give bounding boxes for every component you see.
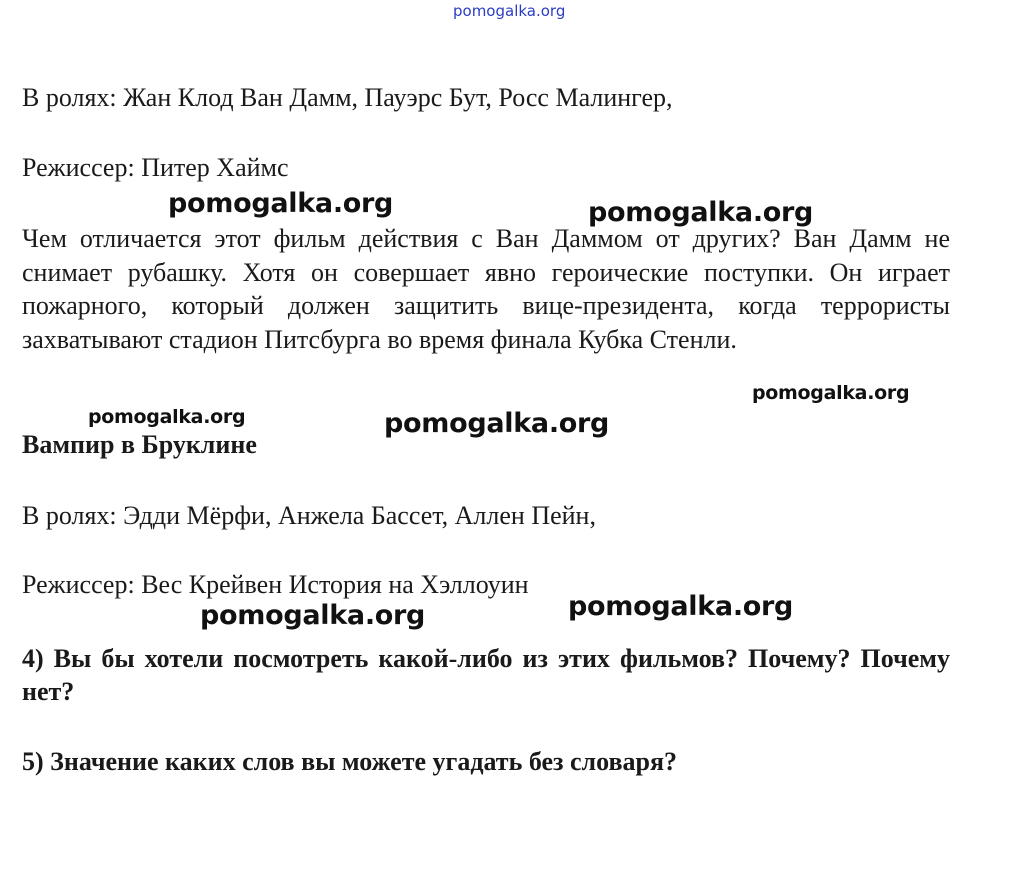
watermark: pomogalka.org xyxy=(168,188,394,219)
film1-description: Чем отличается этот фильм действия с Ван Даммом от других? Ван Дамм не снимает рубашку. Хотя он совершает явно героические поступки. Он играет пожарного, который должен защитить вице-президента, когда террористы захватывают стадион Питсбурга во время финала Кубка Стенли. xyxy=(22,224,950,354)
watermark: pomogalka.org xyxy=(88,406,246,428)
watermark: pomogalka.org xyxy=(588,197,814,228)
question-4: 4) Вы бы хотели посмотреть какой-либо из этих фильмов? Почему? Почему нет? xyxy=(22,644,950,706)
watermark: pomogalka.org xyxy=(568,591,794,622)
film2-director-line: Режиссер: Вес Крейвен История на Хэллоуин xyxy=(22,570,529,599)
film2-title: Вампир в Бруклине xyxy=(22,430,257,459)
watermark: pomogalka.org xyxy=(384,408,610,439)
film1-cast-line: В ролях: Жан Клод Ван Дамм, Пауэрс Бут, Росс Малингер, xyxy=(22,83,673,112)
watermark: pomogalka.org xyxy=(752,382,910,404)
film1-director-line: Режиссер: Питер Хаймс xyxy=(22,153,289,182)
question-5: 5) Значение каких слов вы можете угадать без словаря? xyxy=(22,747,678,776)
header-watermark: pomogalka.org xyxy=(453,2,566,20)
film2-cast-line: В ролях: Эдди Мёрфи, Анжела Бассет, Аллен Пейн, xyxy=(22,501,596,530)
watermark: pomogalka.org xyxy=(200,600,426,631)
